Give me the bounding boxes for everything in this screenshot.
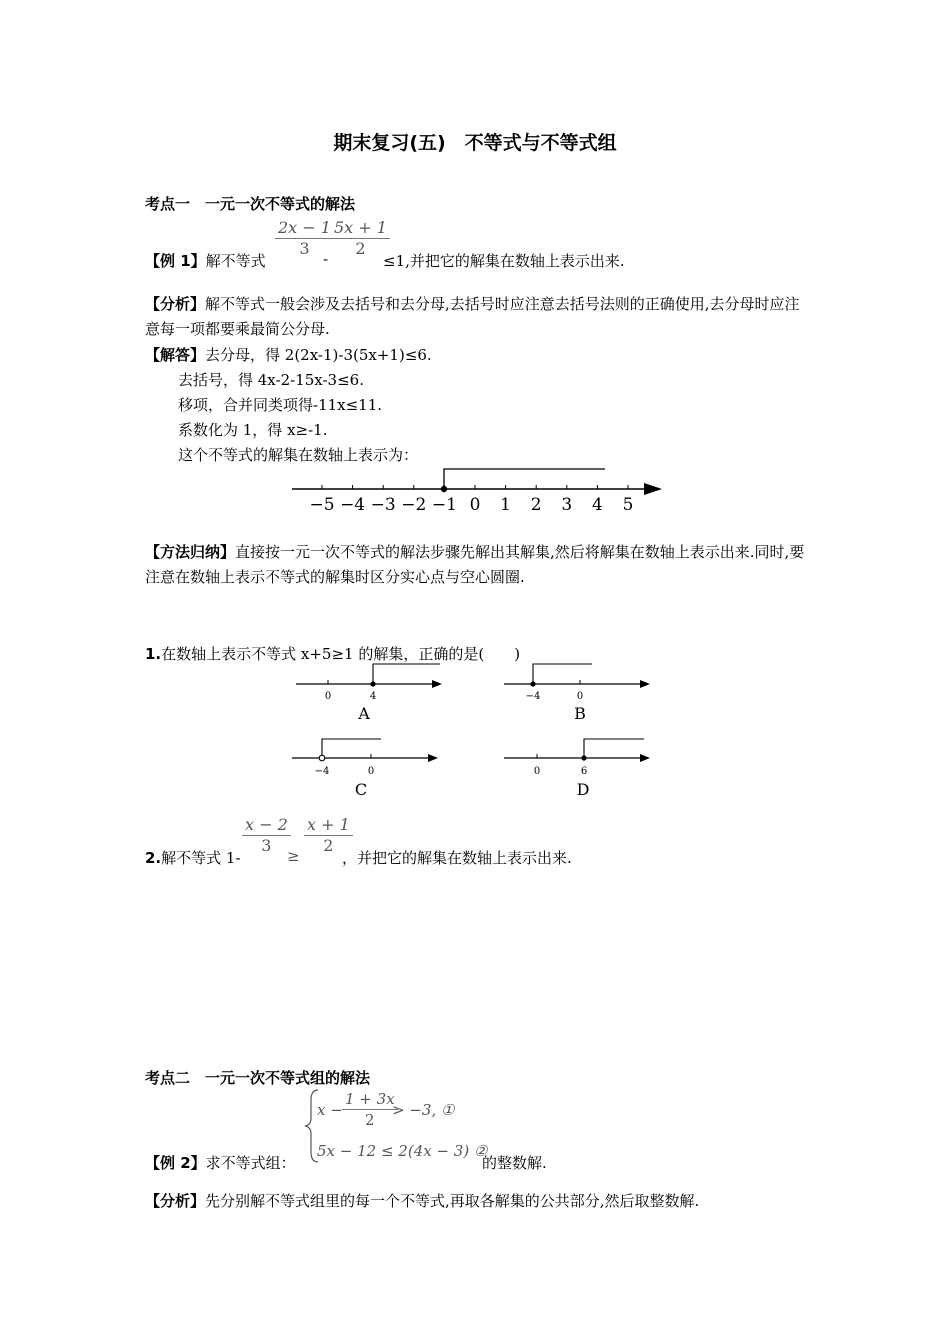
tick-label: 4 bbox=[369, 691, 377, 702]
tick-label: 0 bbox=[324, 691, 332, 702]
tick-label: −3 bbox=[370, 495, 396, 515]
solution-step: 系数化为 1，得 x≥-1. bbox=[178, 421, 328, 439]
example1-suffix: ≤1,并把它的解集在数轴上表示出来. bbox=[383, 252, 625, 270]
option-label: B bbox=[574, 704, 586, 723]
tick-label: −4 bbox=[340, 495, 366, 515]
example2-tag: 【例 2】 bbox=[145, 1154, 206, 1172]
solution-tag: 【解答】 bbox=[145, 346, 206, 364]
analysis-tag: 【分析】 bbox=[145, 295, 206, 313]
exercise2-geq: ≥ bbox=[287, 847, 300, 865]
tick-label: 0 bbox=[367, 766, 375, 777]
solution-step: 这个不等式的解集在数轴上表示为： bbox=[178, 446, 419, 464]
tick-label: −4 bbox=[525, 691, 541, 702]
tick-label: 5 bbox=[622, 495, 634, 515]
fraction-numerator: 1 + 3x bbox=[342, 1089, 398, 1110]
system-inequality-1-fraction bbox=[342, 1089, 398, 1130]
option-label: A bbox=[358, 704, 370, 723]
example1-prefix: 解不等式 bbox=[205, 252, 266, 270]
exercise1-number: 1. bbox=[145, 645, 162, 663]
exercise2-prefix: 解不等式 1- bbox=[161, 849, 241, 867]
tick-label: 0 bbox=[576, 691, 584, 702]
fraction-numerator: 2x − 1 bbox=[275, 218, 334, 239]
analysis-tag: 【分析】 bbox=[145, 1192, 206, 1210]
fraction-denominator: 3 bbox=[261, 836, 272, 855]
section1-heading: 考点一 一元一次不等式的解法 bbox=[145, 195, 356, 213]
fraction-numerator: x − 2 bbox=[242, 815, 291, 836]
tick-label: 0 bbox=[469, 495, 481, 515]
tick-label: 0 bbox=[533, 766, 541, 777]
fraction-denominator: 2 bbox=[365, 1111, 375, 1129]
option-label: D bbox=[576, 780, 590, 799]
example1-minus: - bbox=[323, 250, 329, 268]
example1-tag: 【例 1】 bbox=[145, 252, 206, 270]
exercise1-text: 在数轴上表示不等式 x+5≥1 的解集，正确的是( ) bbox=[161, 645, 521, 663]
tick-label: 6 bbox=[580, 766, 588, 777]
tick-label: 4 bbox=[591, 495, 603, 515]
example2-analysis bbox=[145, 1189, 813, 1214]
solution-step: 去分母，得 2(2x-1)-3(5x+1)≤6. bbox=[205, 346, 432, 364]
tick-label: 2 bbox=[530, 495, 542, 515]
page-title: 期末复习(五) 不等式与不等式组 bbox=[333, 132, 617, 154]
fraction-denominator: 2 bbox=[355, 239, 366, 258]
tick-label: 1 bbox=[500, 495, 512, 515]
fraction-denominator: 2 bbox=[323, 836, 334, 855]
option-label: C bbox=[354, 780, 368, 799]
system-inequality-2: 5x − 12 ≤ 2(4x − 3) ② bbox=[317, 1142, 488, 1160]
exercise2-number: 2. bbox=[145, 849, 162, 867]
analysis-text: 解不等式一般会涉及去括号和去分母,去括号时应注意去括号法则的正确使用,去分母时应注意每一项都要乘最简公分母. bbox=[145, 295, 800, 338]
tick-label: −2 bbox=[401, 495, 427, 515]
example2-prefix: 求不等式组： bbox=[205, 1154, 296, 1172]
system-inequality-1-tail: > −3, ① bbox=[392, 1101, 455, 1119]
tick-label: −4 bbox=[314, 766, 330, 777]
method-text: 直接按一元一次不等式的解法步骤先解出其解集,然后将解集在数轴上表示出来.同时,要注意在数轴上表示不等式的解集时区分实心点与空心圆圈. bbox=[145, 543, 805, 586]
system-inequality-1-lead: x − bbox=[317, 1101, 343, 1119]
solution-step: 移项，合并同类项得-11x≤11. bbox=[178, 396, 383, 414]
tick-label: −1 bbox=[431, 495, 457, 515]
fraction-numerator: x + 1 bbox=[304, 815, 353, 836]
example2-suffix: 的整数解. bbox=[482, 1154, 547, 1172]
fraction-denominator: 3 bbox=[299, 239, 310, 258]
tick-label: 3 bbox=[561, 495, 573, 515]
section2-heading: 考点二 一元一次不等式组的解法 bbox=[145, 1069, 371, 1087]
tick-label: −5 bbox=[309, 495, 335, 515]
fraction-numerator: 5x + 1 bbox=[331, 218, 390, 239]
solution-step: 去括号，得 4x-2-15x-3≤6. bbox=[178, 371, 364, 389]
analysis-text: 先分别解不等式组里的每一个不等式,再取各解集的公共部分,然后取整数解. bbox=[205, 1192, 700, 1210]
method-tag: 【方法归纳】 bbox=[145, 543, 236, 561]
exercise2-suffix: ，并把它的解集在数轴上表示出来. bbox=[342, 849, 572, 867]
